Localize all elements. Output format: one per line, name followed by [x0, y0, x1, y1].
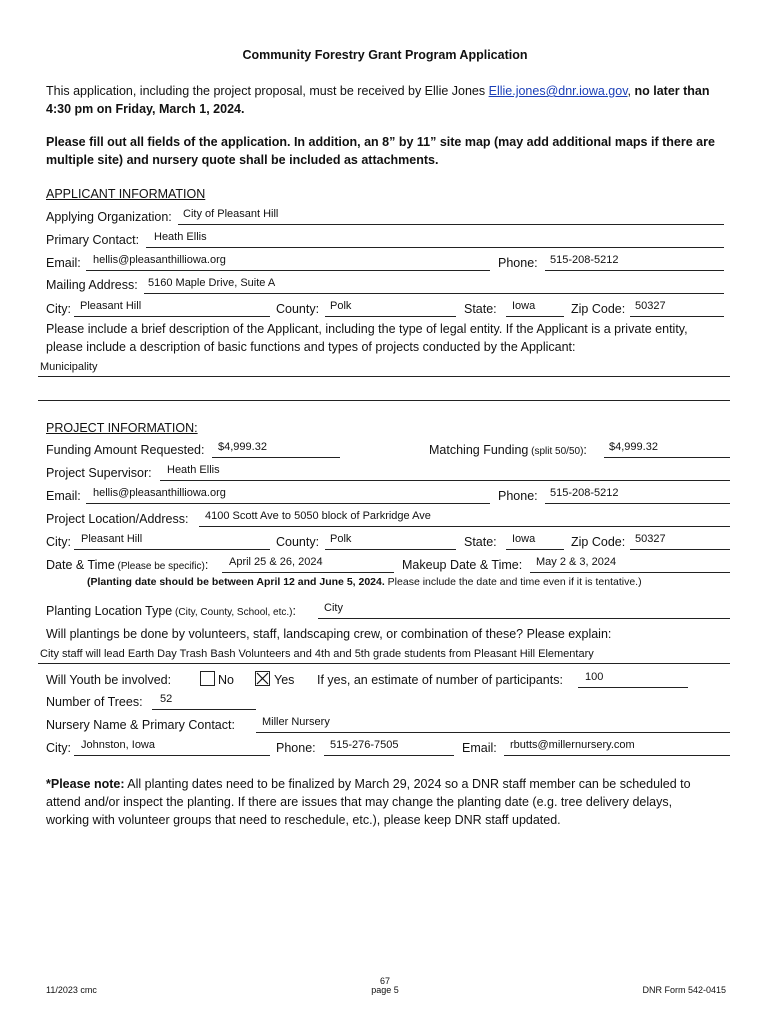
planting-date-label-text: Date & Time — [46, 558, 115, 572]
note-line-1 — [46, 775, 691, 793]
volunteers-question: Will plantings be done by volunteers, staff, landscaping crew, or combination of these? Please explain: — [46, 627, 612, 641]
project-section-heading: PROJECT INFORMATION: — [46, 421, 198, 435]
applicant-city-field[interactable]: Pleasant Hill — [80, 300, 142, 312]
applicant-email-field[interactable]: hellis@pleasanthilliowa.org — [93, 254, 226, 266]
project-county-field[interactable]: Polk — [330, 533, 352, 545]
youth-involved-label: Will Youth be involved: — [46, 673, 172, 687]
number-of-trees-label: Number of Trees: — [46, 695, 143, 709]
youth-yes-checkbox[interactable] — [255, 671, 270, 686]
nursery-email-field[interactable]: rbutts@millernursery.com — [510, 739, 635, 751]
applicant-county-field[interactable]: Polk — [330, 300, 352, 312]
intro-comma: , — [627, 84, 632, 98]
nursery-phone-field[interactable]: 515-276-7505 — [330, 739, 399, 751]
planting-location-type-underline — [318, 618, 730, 619]
deadline-part-2: 4:30 pm on Friday, March 1, 2024. — [46, 102, 245, 116]
applicant-county-underline — [325, 316, 456, 317]
nursery-label: Nursery Name & Primary Contact: — [46, 718, 235, 732]
applicant-zip-label: Zip Code: — [571, 302, 626, 316]
planting-date-field[interactable]: April 25 & 26, 2024 — [229, 556, 323, 568]
planting-location-type-colon: : — [292, 604, 296, 618]
participants-field[interactable]: 100 — [585, 671, 604, 683]
project-state-field[interactable]: Iowa — [512, 533, 536, 545]
project-supervisor-field[interactable]: Heath Ellis — [167, 464, 220, 476]
note-line-3: working with volunteer groups that need to reschedule, etc.), please keep DNR staff updated. — [46, 813, 561, 827]
project-state-underline — [506, 549, 564, 550]
footer-page-number: 67 — [379, 976, 390, 986]
planting-location-type-hint: (City, County, School, etc.) — [172, 607, 293, 618]
applying-org-underline — [178, 224, 724, 225]
youth-yes-label: Yes — [274, 673, 295, 687]
checkmark-x-icon — [256, 672, 269, 685]
project-email-field[interactable]: hellis@pleasanthilliowa.org — [93, 487, 226, 499]
project-county-label: County: — [276, 535, 320, 549]
mailing-address-underline — [144, 293, 724, 294]
youth-no-checkbox[interactable] — [200, 671, 215, 686]
project-city-underline — [74, 549, 270, 550]
applicant-description-underline-2 — [38, 400, 730, 401]
footer-form-number: DNR Form 542-0415 — [642, 985, 726, 995]
intro-text: This application, including the project proposal, must be received by Ellie Jones — [46, 84, 489, 98]
project-phone-label: Phone: — [498, 489, 538, 503]
applicant-phone-field[interactable]: 515-208-5212 — [550, 254, 619, 266]
funding-requested-field[interactable]: $4,999.32 — [218, 441, 267, 453]
project-supervisor-underline — [160, 480, 730, 481]
planting-date-underline — [222, 572, 394, 573]
applicant-description-field[interactable]: Municipality — [40, 361, 98, 373]
applicant-county-label: County: — [276, 302, 320, 316]
instructions-line-2: multiple site) and nursery quote shall be included as attachments. — [46, 153, 439, 167]
planting-date-label — [46, 558, 208, 572]
applicant-description-prompt-1: Please include a brief description of the Applicant, including the type of legal entity. If the Applicant is a private entity, — [46, 322, 688, 336]
mailing-address-field[interactable]: 5160 Maple Drive, Suite A — [148, 277, 276, 289]
footer-page-label: page 5 — [371, 985, 399, 995]
project-zip-underline — [630, 549, 730, 550]
applying-org-label: Applying Organization: — [46, 210, 172, 224]
nursery-city-label: City: — [46, 741, 71, 755]
nursery-phone-label: Phone: — [276, 741, 316, 755]
nursery-city-underline — [74, 755, 270, 756]
note-line-2: attend and/or inspect the planting. If there are issues that may change the planting date (e.g. tree delivery delays, — [46, 795, 673, 809]
nursery-underline — [256, 732, 730, 733]
deadline-part-1: no later than — [631, 84, 710, 98]
makeup-date-label: Makeup Date & Time: — [402, 558, 523, 572]
project-email-label: Email: — [46, 489, 81, 503]
nursery-field[interactable]: Miller Nursery — [262, 716, 330, 728]
project-email-underline — [86, 503, 490, 504]
makeup-date-underline — [530, 572, 730, 573]
nursery-city-field[interactable]: Johnston, Iowa — [81, 739, 155, 751]
matching-funding-colon: : — [583, 443, 587, 457]
project-location-field[interactable]: 4100 Scott Ave to 5050 block of Parkridge Ave — [205, 510, 431, 522]
project-city-field[interactable]: Pleasant Hill — [81, 533, 143, 545]
planting-location-type-label — [46, 604, 296, 618]
matching-funding-label — [429, 443, 587, 457]
project-city-label: City: — [46, 535, 71, 549]
applicant-description-prompt-2: please include a description of basic functions and types of projects conducted by the Applicant: — [46, 340, 576, 354]
applicant-zip-underline — [630, 316, 724, 317]
planting-date-note-bold: (Planting date should be between April 12 and June 5, 2024. — [87, 576, 385, 588]
applying-org-field[interactable]: City of Pleasant Hill — [183, 208, 279, 220]
funding-requested-underline — [212, 457, 340, 458]
project-phone-underline — [545, 503, 730, 504]
project-phone-field[interactable]: 515-208-5212 — [550, 487, 619, 499]
participants-label: If yes, an estimate of number of participants: — [317, 673, 563, 687]
note-text-1: All planting dates need to be finalized by March 29, 2024 so a DNR staff member can be scheduled to — [124, 777, 691, 791]
planting-location-type-field[interactable]: City — [324, 602, 343, 614]
makeup-date-field[interactable]: May 2 & 3, 2024 — [536, 556, 617, 568]
applicant-email-underline — [86, 270, 490, 271]
participants-underline — [578, 687, 688, 688]
intro-line-1 — [46, 82, 710, 100]
document-title: Community Forestry Grant Program Application — [242, 48, 528, 62]
nursery-phone-underline — [324, 755, 454, 756]
applicant-zip-field[interactable]: 50327 — [635, 300, 666, 312]
matching-funding-field[interactable]: $4,999.32 — [609, 441, 658, 453]
nursery-email-underline — [504, 755, 730, 756]
primary-contact-underline — [146, 247, 724, 248]
number-of-trees-underline — [152, 709, 256, 710]
planting-date-note — [87, 576, 642, 588]
project-zip-field[interactable]: 50327 — [635, 533, 666, 545]
project-county-underline — [325, 549, 456, 550]
applicant-city-underline — [74, 316, 270, 317]
planting-date-hint: (Please be specific) — [114, 561, 205, 572]
applicant-phone-label: Phone: — [498, 256, 538, 270]
youth-no-label: No — [218, 673, 234, 687]
applicant-description-underline-1 — [38, 376, 730, 377]
project-location-label: Project Location/Address: — [46, 512, 189, 526]
applicant-state-field[interactable]: Iowa — [512, 300, 536, 312]
planting-date-note-rest: Please include the date and time even if it is tentative.) — [384, 576, 642, 588]
matching-funding-label-text: Matching Funding — [429, 443, 529, 457]
mailing-address-label: Mailing Address: — [46, 278, 138, 292]
applicant-state-label: State: — [464, 302, 497, 316]
project-zip-label: Zip Code: — [571, 535, 626, 549]
instructions-line-1: Please fill out all fields of the application. In addition, an 8” by 11” site map (may add additional maps if there are — [46, 135, 715, 149]
matching-funding-underline — [604, 457, 730, 458]
applicant-phone-underline — [545, 270, 724, 271]
note-heading: *Please note: — [46, 777, 125, 791]
footer-revision: 11/2023 cmc — [46, 985, 97, 995]
volunteers-explanation-field[interactable]: City staff will lead Earth Day Trash Bash Volunteers and 4th and 5th grade students from Pleasant Hill Elementary — [40, 648, 594, 660]
applicant-section-heading: APPLICANT INFORMATION — [46, 187, 206, 201]
primary-contact-field[interactable]: Heath Ellis — [154, 231, 207, 243]
contact-email-link[interactable]: Ellie.jones@dnr.iowa.gov — [488, 84, 628, 98]
applicant-state-underline — [506, 316, 564, 317]
primary-contact-label: Primary Contact: — [46, 233, 140, 247]
funding-requested-label: Funding Amount Requested: — [46, 443, 205, 457]
applicant-city-label: City: — [46, 302, 71, 316]
project-state-label: State: — [464, 535, 497, 549]
nursery-email-label: Email: — [462, 741, 497, 755]
matching-funding-hint: (split 50/50) — [528, 446, 584, 457]
planting-location-type-text: Planting Location Type — [46, 604, 173, 618]
number-of-trees-field[interactable]: 52 — [160, 693, 173, 705]
project-supervisor-label: Project Supervisor: — [46, 466, 152, 480]
applicant-email-label: Email: — [46, 256, 81, 270]
planting-date-colon: : — [204, 558, 209, 572]
project-location-underline — [199, 526, 730, 527]
volunteers-explanation-underline — [38, 663, 730, 664]
